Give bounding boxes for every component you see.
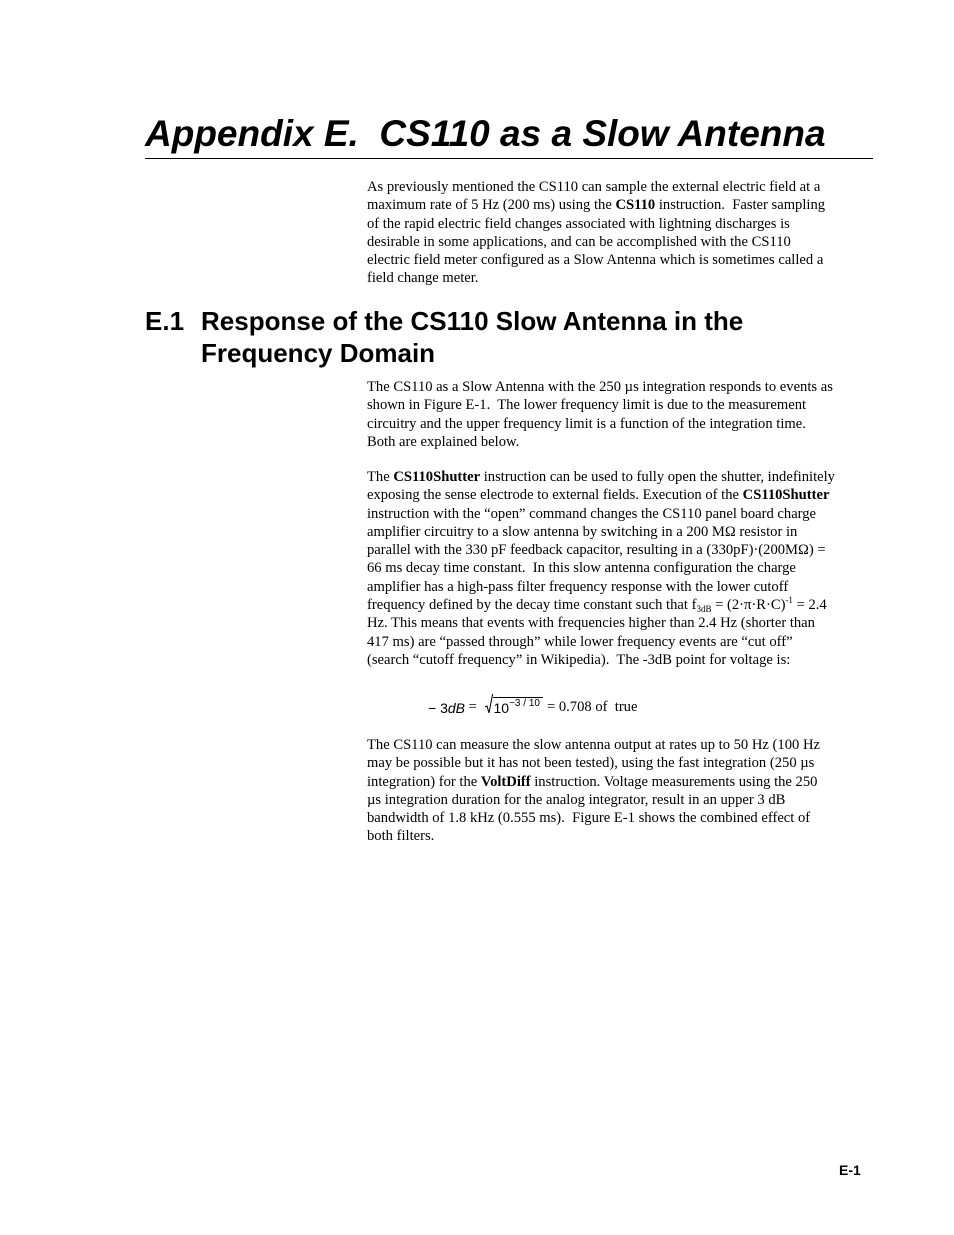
superscript: -1 — [785, 595, 793, 606]
section-number: E.1 — [145, 306, 185, 336]
text-line: (search “cutoff frequency” in Wikipedia). The -3dB point for voltage is: — [367, 651, 791, 668]
paragraph-frequency-response — [367, 378, 833, 451]
paragraph-shutter — [367, 468, 835, 669]
text-line: exposing the sense electrode to external fields. Execution of the — [367, 487, 743, 504]
equation-equals: = — [464, 699, 481, 715]
instruction-name: VoltDiff — [480, 773, 531, 790]
text-line: instruction. Faster sampling — [655, 197, 826, 214]
section-title-line: Response of the CS110 Slow Antenna in the — [201, 306, 744, 336]
equation-variable: dB — [447, 700, 465, 716]
text-line: = (2·π·R·C) — [711, 597, 786, 614]
equation-lhs — [428, 700, 465, 716]
text-line: circuitry and the upper frequency limit is a function of the integration time. — [367, 415, 806, 432]
text-line: Hz. This means that events with frequencies higher than 2.4 Hz (shorter than — [367, 615, 815, 632]
page-title: Appendix E. CS110 as a Slow Antenna — [145, 112, 873, 159]
page-number: E-1 — [839, 1162, 861, 1178]
instruction-name: CS110 — [615, 197, 656, 214]
text-line: desirable in some applications, and can be accomplished with the CS110 — [367, 233, 791, 250]
text-line: Both are explained below. — [367, 433, 520, 450]
text-line: The CS110 as a Slow Antenna with the 250 µs integration responds to events as — [367, 379, 833, 395]
text-line: shown in Figure E-1. The lower frequency limit is due to the measurement — [367, 397, 807, 414]
section-heading — [145, 305, 885, 369]
text-line: amplifier circuitry to a slow antenna by switching in a 200 MΩ resistor in — [367, 523, 798, 540]
text-line: µs integration duration for the analog integrator, result in an upper 3 dB — [367, 791, 786, 808]
text-line: amplifier has a high-pass filter frequency response with the lower cutoff — [367, 578, 789, 595]
text-line: integration) for the — [367, 773, 481, 790]
text-line: bandwidth of 1.8 kHz (0.555 ms). Figure E-1 shows the combined effect of — [367, 810, 811, 827]
square-root — [485, 694, 543, 716]
subscript: 3dB — [696, 604, 712, 615]
text-line: parallel with the 330 pF feedback capacitor, resulting in a (330pF)·(200MΩ) = — [367, 542, 826, 559]
radicand — [493, 697, 543, 716]
text-line: instruction with the “open” command changes the CS110 panel board charge — [367, 505, 817, 522]
text-line: The CS110 can measure the slow antenna output at rates up to 50 Hz (100 Hz — [367, 737, 820, 753]
text-line: instruction. Voltage measurements using the 250 — [530, 773, 818, 790]
text-line: 417 ms) are “passed through” while lower frequency events are “cut off” — [367, 633, 793, 650]
radicand-base: 10 — [493, 700, 510, 716]
text-line: instruction can be used to fully open the shutter, indefinitely — [480, 469, 835, 485]
radicand-exponent: −3 / 10 — [509, 698, 540, 709]
text-line: of the rapid electric field changes associated with lightning discharges is — [367, 215, 790, 232]
intro-paragraph — [367, 178, 825, 288]
text-line: = 2.4 — [792, 597, 827, 614]
radical-sign-icon — [485, 694, 493, 716]
text-line: As previously mentioned the CS110 can sample the external electric field at a — [367, 179, 821, 195]
text-line: maximum rate of 5 Hz (200 ms) using the — [367, 197, 616, 214]
text-line: field change meter. — [367, 270, 479, 287]
text-line: The — [367, 469, 394, 485]
equation-rhs: = 0.708 of true — [546, 699, 638, 715]
text-line: electric field meter configured as a Slow Antenna which is sometimes called a — [367, 252, 824, 269]
text-line: 66 ms decay time constant. In this slow antenna configuration the charge — [367, 560, 796, 577]
instruction-name: CS110Shutter — [742, 487, 830, 504]
text-line: frequency defined by the decay time constant such that f — [367, 597, 697, 614]
equation-3db — [428, 690, 637, 716]
text-line: may be possible but it has not been tested), using the fast integration (250 µs — [367, 755, 815, 772]
section-title-line: Frequency Domain — [201, 338, 436, 368]
text-line: both filters. — [367, 828, 435, 845]
instruction-name: CS110Shutter — [393, 469, 481, 485]
equation-sign: − 3 — [428, 700, 448, 716]
paragraph-measurement-rate — [367, 736, 820, 846]
